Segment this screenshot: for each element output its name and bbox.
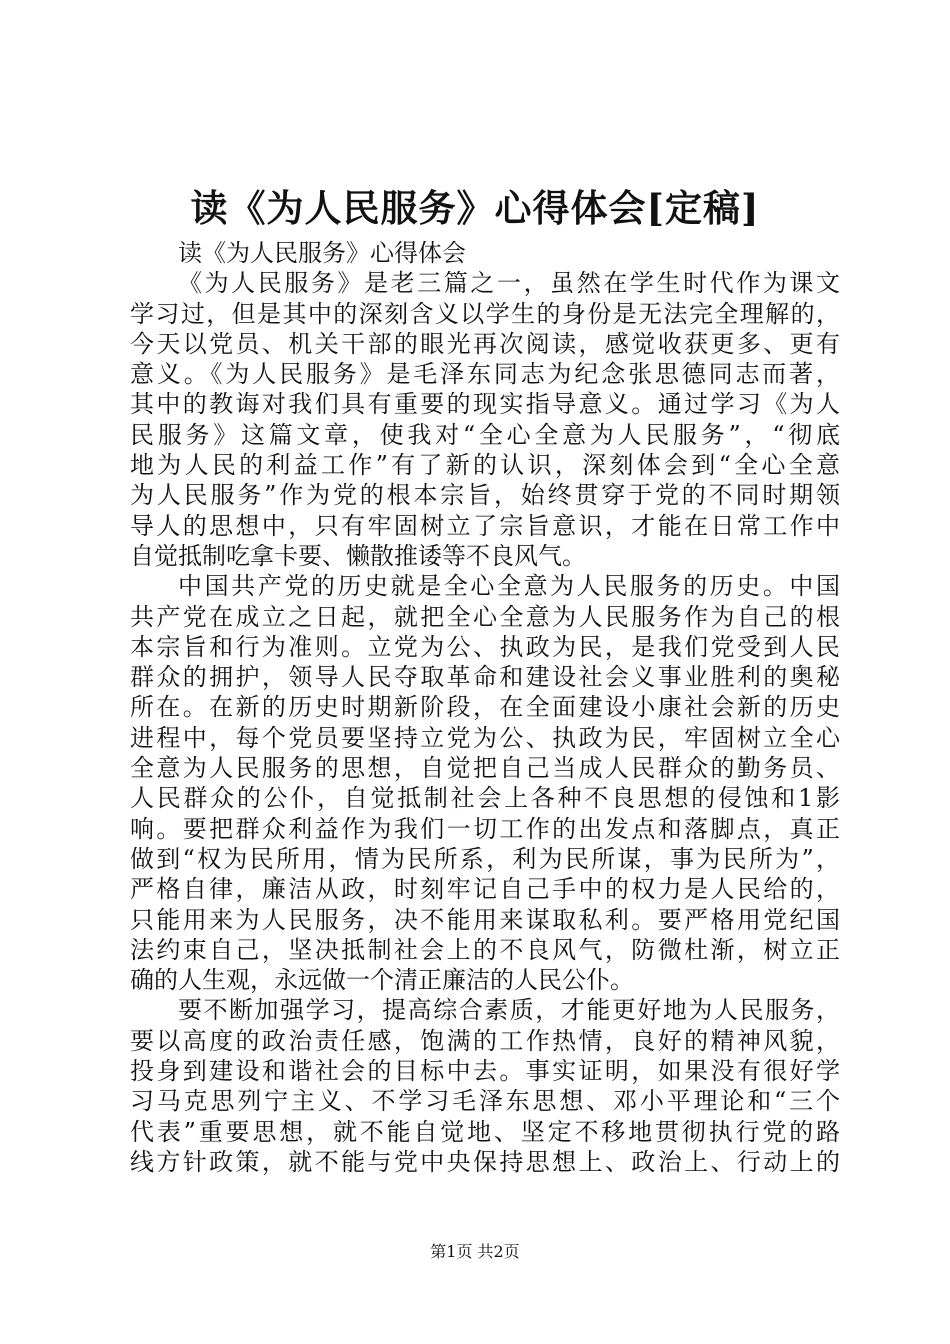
paragraph-line: 导人的思想中，只有牢固树立了宗旨意识，才能在日常工作中 (130, 511, 840, 540)
paragraph-line: 民服务》这篇文章，使我对“全心全意为人民服务”，“彻底 (130, 420, 840, 449)
paragraph-line: 法约束自己，坚决抵制社会上的不良风气，防微杜渐，树立正 (130, 935, 840, 964)
paragraph-line: 地为人民的利益工作”有了新的认识，深刻体会到“全心全意 (130, 451, 840, 480)
paragraph-line: 线方针政策，就不能与党中央保持思想上、政治上、行动上的 (130, 1147, 840, 1176)
paragraph-line: 响。要把群众利益作为我们一切工作的出发点和落脚点，真正 (130, 814, 840, 843)
paragraph-line: 《为人民服务》是老三篇之一，虽然在学生时代作为课文 (178, 269, 840, 298)
paragraph-line: 所在。在新的历史时期新阶段，在全面建设小康社会新的历史 (130, 693, 840, 722)
paragraph-line: 本宗旨和行为准则。立党为公、执政为民，是我们党受到人民 (130, 632, 840, 661)
paragraph-line: 只能用来为人民服务，决不能用来谋取私利。要严格用党纪国 (130, 905, 840, 934)
paragraph-line: 为人民服务”作为党的根本宗旨，始终贯穿于党的不同时期领 (130, 481, 840, 510)
paragraph-line: 意义。《为人民服务》是毛泽东同志为纪念张思德同志而著， (130, 360, 840, 389)
paragraph-line: 确的人生观，永远做一个清正廉洁的人民公仆。 (130, 966, 634, 995)
paragraph-line: 投身到建设和谐社会的目标中去。事实证明，如果没有很好学 (130, 1057, 840, 1086)
paragraph-line: 全意为人民服务的思想，自觉把自己当成人民群众的勤务员、 (130, 754, 840, 783)
document-title: 读《为人民服务》心得体会[定稿] (190, 186, 760, 230)
paragraph-line: 学习过，但是其中的深刻含义以学生的身份是无法完全理解的， (130, 299, 840, 328)
document-body (130, 238, 840, 1177)
paragraph-line: 做到“权为民所用，情为民所系，利为民所谋，事为民所为”， (130, 844, 840, 873)
paragraph-line: 习马克思列宁主义、不学习毛泽东思想、邓小平理论和“三个 (130, 1087, 840, 1116)
paragraph-line: 要以高度的政治责任感，饱满的工作热情，良好的精神风貌， (130, 1026, 840, 1055)
paragraph-line: 群众的拥护，领导人民夺取革命和建设社会义事业胜利的奥秘 (130, 663, 840, 692)
paragraph-line: 中国共产党的历史就是全心全意为人民服务的历史。中国 (178, 572, 840, 601)
paragraph-line: 其中的教诲对我们具有重要的现实指导意义。通过学习《为人 (130, 390, 840, 419)
paragraph-line: 要不断加强学习，提高综合素质，才能更好地为人民服务， (178, 996, 840, 1025)
paragraph-line: 进程中，每个党员要坚持立党为公、执政为民，牢固树立全心 (130, 723, 840, 752)
paragraph-line: 今天以党员、机关干部的眼光再次阅读，感觉收获更多、更有 (130, 329, 840, 358)
document-subtitle: 读《为人民服务》心得体会 (178, 239, 466, 267)
page-footer: 第1页 共2页 (430, 1242, 520, 1261)
paragraph-line: 代表”重要思想，就不能自觉地、坚定不移地贯彻执行党的路 (130, 1117, 840, 1146)
paragraph-line: 自觉抵制吃拿卡要、懒散推诿等不良风气。 (130, 541, 586, 570)
paragraph-line: 严格自律，廉洁从政，时刻牢记自己手中的权力是人民给的， (130, 875, 840, 904)
paragraph-line: 人民群众的公仆，自觉抵制社会上各种不良思想的侵蚀和1影 (130, 784, 840, 813)
paragraph-line: 共产党在成立之日起，就把全心全意为人民服务作为自己的根 (130, 602, 840, 631)
